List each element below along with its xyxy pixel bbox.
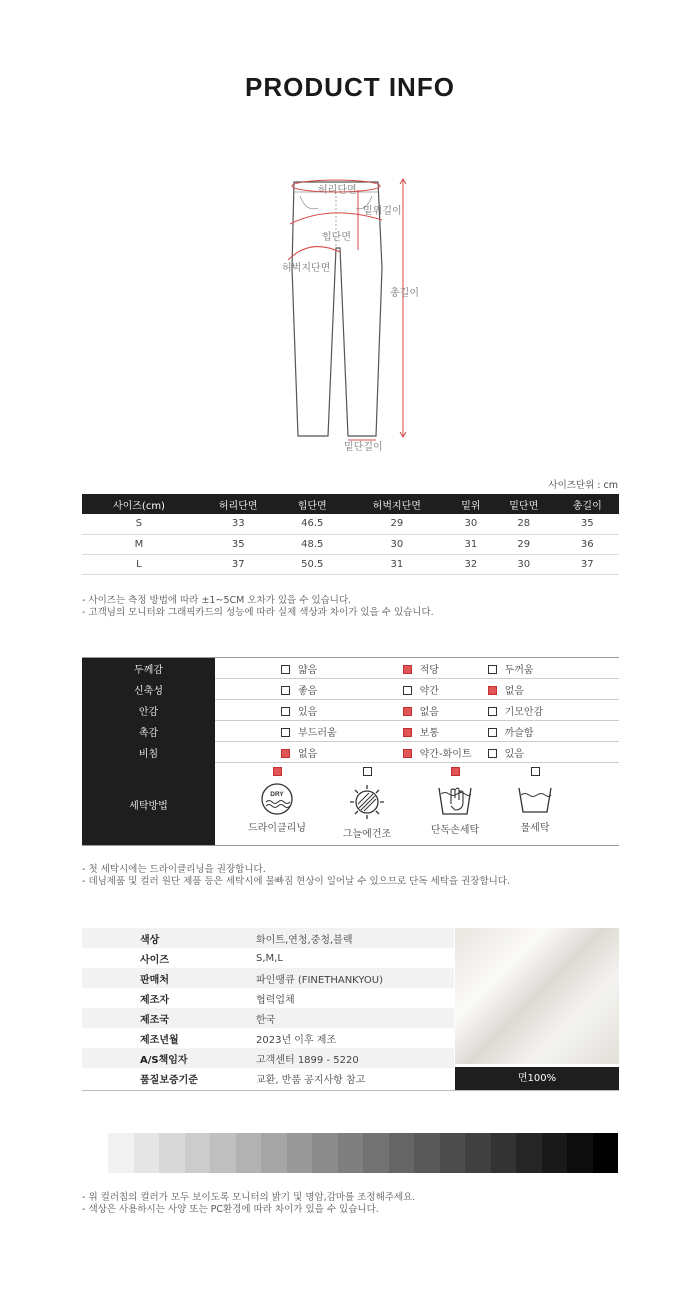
unchecked-box-icon (281, 686, 290, 695)
feature-table (82, 657, 619, 846)
table-row (82, 534, 619, 554)
checked-box-icon (403, 665, 412, 674)
gray-chip (287, 1133, 313, 1173)
wash-notes (82, 864, 510, 888)
hand-wash-icon (415, 782, 495, 818)
feature-label: 촉감 (82, 721, 215, 742)
feature-option (215, 721, 337, 742)
feature-option (215, 679, 337, 700)
feature-option (472, 721, 619, 742)
note-line: - 색상은 사용하시는 사양 또는 PC환경에 따라 차이가 있을 수 있습니다. (82, 1204, 379, 1215)
thigh-label: 허벅지단면 (282, 263, 331, 274)
option-label: 없음 (298, 748, 318, 760)
checked-box-icon (403, 707, 412, 716)
table-cell: 35 (196, 534, 281, 554)
color-notes (82, 1192, 415, 1216)
gray-chip (491, 1133, 517, 1173)
header-cell: 허리단면 (196, 494, 281, 514)
option-label: 약간-화이트 (419, 748, 472, 760)
checked-box-icon (403, 728, 412, 737)
checked-box-icon (273, 767, 282, 776)
table-cell: 30 (492, 554, 555, 574)
gray-chip (159, 1133, 185, 1173)
feature-label: 신축성 (82, 679, 215, 700)
table-cell: 48.5 (281, 534, 344, 554)
gray-chip (338, 1133, 364, 1173)
option-label: 기모안감 (504, 706, 544, 718)
table-row (82, 514, 619, 534)
feature-option (215, 742, 337, 763)
gray-chip (134, 1133, 160, 1173)
table-cell: 33 (196, 514, 281, 534)
checked-box-icon (281, 749, 290, 758)
dry-clean-icon (237, 782, 317, 816)
info-row (82, 1068, 454, 1088)
table-cell: 30 (450, 514, 492, 534)
table-cell: 35 (555, 514, 619, 534)
note-line: - 위 컬러칩의 컬러가 모두 보이도록 모니터의 밝기 및 명암,감마를 조정해주세요. (82, 1192, 416, 1203)
unchecked-box-icon (488, 707, 497, 716)
gray-chip (414, 1133, 440, 1173)
gray-chip (389, 1133, 415, 1173)
option-label: 까슬함 (504, 727, 534, 739)
info-key: 제조자 (140, 994, 169, 1006)
pants-measurement-diagram (270, 168, 440, 458)
info-key: 제조국 (82, 1008, 256, 1028)
feature-label: 두께감 (82, 658, 215, 679)
hem-label: 밑단길이 (344, 442, 383, 453)
shade-dry-icon (327, 782, 407, 822)
feature-option (337, 742, 472, 763)
table-cell: 36 (555, 534, 619, 554)
size-unit: 사이즈단위 : cm (548, 480, 618, 491)
waist-label: 허리단면 (318, 185, 357, 196)
info-value: 화이트,연청,중청,블랙 (256, 928, 454, 948)
pants-outline-icon (270, 168, 440, 458)
table-cell: 31 (450, 534, 492, 554)
page-title: PRODUCT INFO (245, 72, 455, 102)
note-line: - 첫 세탁시에는 드라이클리닝을 권장합니다. (82, 864, 266, 875)
unchecked-box-icon (281, 707, 290, 716)
header-cell: 밑위 (450, 494, 492, 514)
option-label: 좋음 (298, 685, 318, 697)
header-cell: 밑단면 (492, 494, 555, 514)
feature-option (215, 700, 337, 721)
info-value: 고객센터 1899 - 5220 (256, 1048, 454, 1068)
header-cell: 사이즈(cm) (82, 494, 196, 514)
option-label: 약간 (419, 685, 439, 697)
gray-chip (567, 1133, 593, 1173)
table-cell: L (82, 554, 196, 574)
feature-option (337, 700, 472, 721)
option-label: 적당 (419, 664, 439, 676)
note-line: - 사이즈는 측정 방법에 따라 ±1~5CM 오차가 있을 수 있습니다. (82, 595, 352, 606)
fabric-image (455, 928, 619, 1064)
option-label: 두꺼움 (504, 664, 534, 676)
feature-label: 안감 (82, 700, 215, 721)
table-cell: 29 (492, 534, 555, 554)
rise-label: 밑위길이 (363, 206, 402, 217)
wash-item (415, 767, 495, 836)
checked-box-icon (488, 686, 497, 695)
feature-row (82, 742, 619, 763)
option-label: 얇음 (298, 664, 318, 676)
table-cell: 32 (450, 554, 492, 574)
feature-row (82, 658, 619, 679)
divider (82, 1090, 619, 1091)
info-value: 한국 (256, 1008, 454, 1028)
unchecked-box-icon (531, 767, 540, 776)
info-value: S,M,L (256, 952, 283, 964)
gray-chip (236, 1133, 262, 1173)
unchecked-box-icon (403, 686, 412, 695)
table-cell: 46.5 (281, 514, 344, 534)
info-row (82, 928, 454, 948)
info-key: A/S책임자 (82, 1048, 256, 1068)
feature-row (82, 700, 619, 721)
wash-item-label: 그늘에건조 (342, 829, 392, 840)
info-key: 판매처 (82, 968, 256, 988)
feature-option (215, 658, 337, 679)
option-label: 부드러움 (298, 727, 337, 739)
feature-option (472, 700, 619, 721)
table-row (82, 554, 619, 574)
feature-label: 비침 (82, 742, 215, 763)
gray-chip (185, 1133, 211, 1173)
wash-label: 세탁방법 (82, 763, 215, 846)
wash-icons (215, 763, 619, 846)
option-label: 있음 (504, 748, 524, 760)
dry-text: DRY (270, 791, 284, 798)
info-row (82, 1008, 454, 1028)
gray-chip (593, 1133, 619, 1173)
unchecked-box-icon (281, 728, 290, 737)
checked-box-icon (451, 767, 460, 776)
info-row (82, 968, 454, 988)
info-key: 색상 (82, 928, 256, 948)
gray-chip (516, 1133, 542, 1173)
gray-chip (261, 1133, 287, 1173)
wash-item-label: 단독손세탁 (430, 825, 480, 836)
info-value: 교환, 반품 공지사항 참고 (256, 1074, 366, 1086)
gray-chip (363, 1133, 389, 1173)
unchecked-box-icon (281, 665, 290, 674)
info-row (82, 988, 454, 1008)
wash-item-label: 물세탁 (520, 823, 550, 834)
table-cell: 28 (492, 514, 555, 534)
wash-item (237, 767, 317, 834)
table-cell: S (82, 514, 196, 534)
info-key: 품질보증기준 (140, 1074, 198, 1086)
gray-chip (312, 1133, 338, 1173)
option-label: 없음 (504, 685, 524, 697)
unchecked-box-icon (488, 665, 497, 674)
info-value: 파인땡큐 (FINETHANKYOU) (256, 968, 454, 988)
feature-option (472, 658, 619, 679)
length-label: 총길이 (390, 288, 419, 299)
hip-label: 힙단면 (322, 232, 351, 243)
option-label: 없음 (419, 706, 439, 718)
product-info-table (82, 928, 454, 1088)
size-notes (82, 595, 434, 619)
size-table-header (82, 494, 619, 514)
info-row (82, 1048, 454, 1068)
feature-option (337, 721, 472, 742)
header-cell: 힙단면 (281, 494, 344, 514)
feature-row (82, 679, 619, 700)
fabric-caption: 면100% (455, 1067, 619, 1091)
feature-option (337, 679, 472, 700)
info-key: 제조년월 (140, 1034, 179, 1046)
note-line: - 데님제품 및 컬러 원단 제품 등은 세탁시에 물빠짐 현상이 일어날 수 있으므로 단독 세탁을 권장합니다. (82, 876, 511, 887)
wash-item-label: 드라이클리닝 (248, 823, 306, 834)
checked-box-icon (403, 749, 412, 758)
gray-chip (542, 1133, 568, 1173)
table-cell: 37 (555, 554, 619, 574)
option-label: 보통 (419, 727, 439, 739)
unchecked-box-icon (488, 749, 497, 758)
feature-option (472, 679, 619, 700)
info-row (82, 1028, 454, 1048)
header-cell: 허벅지단면 (344, 494, 450, 514)
table-cell: M (82, 534, 196, 554)
feature-option (337, 658, 472, 679)
unchecked-box-icon (363, 767, 372, 776)
wash-row (82, 763, 619, 846)
gray-chip (108, 1133, 134, 1173)
feature-row (82, 721, 619, 742)
table-cell: 30 (344, 534, 450, 554)
unchecked-box-icon (488, 728, 497, 737)
grayscale-chart (108, 1133, 618, 1173)
header-cell: 총길이 (555, 494, 619, 514)
size-table (82, 494, 619, 575)
gray-chip (210, 1133, 236, 1173)
gray-chip (465, 1133, 491, 1173)
info-key: 사이즈 (140, 954, 169, 966)
table-cell: 37 (196, 554, 281, 574)
note-line: - 고객님의 모니터와 그래픽카드의 성능에 따라 실제 색상과 차이가 있을 수 있습니다. (82, 607, 434, 618)
feature-option (472, 742, 619, 763)
table-cell: 29 (344, 514, 450, 534)
option-label: 있음 (298, 706, 318, 718)
table-cell: 31 (344, 554, 450, 574)
table-cell: 50.5 (281, 554, 344, 574)
wash-item (327, 767, 407, 840)
water-wash-icon (495, 782, 575, 816)
info-value: 2023년 이후 제조 (256, 1034, 337, 1046)
info-row (82, 948, 454, 968)
info-value: 협력업체 (256, 994, 295, 1006)
wash-item (495, 767, 575, 834)
gray-chip (440, 1133, 466, 1173)
